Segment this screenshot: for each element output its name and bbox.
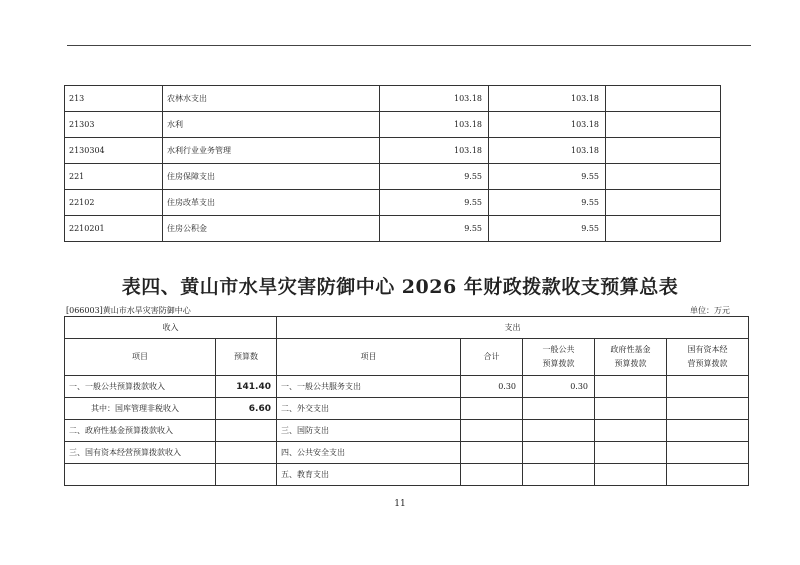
col-state-capital-budget: 国有资本经 营预算拨款 (667, 339, 749, 376)
expense-item: 三、国防支出 (277, 420, 461, 442)
expense-general (523, 398, 595, 420)
table-row (65, 86, 721, 112)
expense-total (461, 464, 523, 486)
page-number: 11 (394, 499, 406, 509)
table-row (65, 112, 721, 138)
row-basic: 103.18 (489, 112, 606, 138)
table-row (65, 376, 749, 398)
expense-total (461, 398, 523, 420)
income-header: 收入 (65, 317, 277, 339)
expense-general (523, 464, 595, 486)
unit-label: 单位：万元 (690, 306, 730, 315)
row-code: 21303 (65, 112, 163, 138)
expense-total: 0.30 (461, 376, 523, 398)
income-amount (216, 464, 277, 486)
row-project (606, 138, 721, 164)
row-total: 9.55 (380, 216, 489, 242)
row-total: 103.18 (380, 138, 489, 164)
income-item: 一、一般公共预算拨款收入 (65, 376, 216, 398)
section-header-row (65, 317, 749, 339)
row-code: 2130304 (65, 138, 163, 164)
row-name: 住房改革支出 (163, 190, 380, 216)
col-general-budget: 一般公共 预算拨款 (523, 339, 595, 376)
income-amount: 6.60 (216, 398, 277, 420)
table-row (65, 138, 721, 164)
row-total: 103.18 (380, 112, 489, 138)
row-project (606, 216, 721, 242)
expense-item: 二、外交支出 (277, 398, 461, 420)
row-code: 22102 (65, 190, 163, 216)
expense-total (461, 420, 523, 442)
table-title: 表四、黄山市水旱灾害防御中心 2026 年财政拨款收支预算总表 (121, 276, 679, 298)
expense-general (523, 420, 595, 442)
expense-item: 四、公共安全支出 (277, 442, 461, 464)
income-item: 二、政府性基金预算拨款收入 (65, 420, 216, 442)
col-fund-budget: 政府性基金 预算拨款 (595, 339, 667, 376)
row-basic: 103.18 (489, 138, 606, 164)
expense-fund (595, 376, 667, 398)
table-row (65, 442, 749, 464)
row-total: 9.55 (380, 164, 489, 190)
expense-state (667, 464, 749, 486)
income-item: 其中：国库管理非税收入 (65, 398, 216, 420)
row-total: 9.55 (380, 190, 489, 216)
row-total: 103.18 (380, 86, 489, 112)
expense-fund (595, 464, 667, 486)
row-code: 221 (65, 164, 163, 190)
expense-state (667, 376, 749, 398)
income-amount: 141.40 (216, 376, 277, 398)
budget-summary-table (64, 316, 749, 486)
row-name: 农林水支出 (163, 86, 380, 112)
row-code: 213 (65, 86, 163, 112)
col-budget: 预算数 (216, 339, 277, 376)
table-row (65, 190, 721, 216)
income-amount (216, 442, 277, 464)
expense-fund (595, 442, 667, 464)
page-top-border (67, 45, 751, 46)
expense-state (667, 442, 749, 464)
row-project (606, 164, 721, 190)
expense-state (667, 398, 749, 420)
row-project (606, 112, 721, 138)
unit-organization: [066003]黄山市水旱灾害防御中心 (66, 306, 191, 315)
expenditure-table-continued (64, 85, 721, 242)
expense-item: 一、一般公共服务支出 (277, 376, 461, 398)
expense-state (667, 420, 749, 442)
expense-general (523, 442, 595, 464)
col-income-item: 项目 (65, 339, 216, 376)
row-name: 水利行业业务管理 (163, 138, 380, 164)
row-name: 住房保障支出 (163, 164, 380, 190)
table-row (65, 420, 749, 442)
expense-item: 五、教育支出 (277, 464, 461, 486)
expense-header: 支出 (277, 317, 749, 339)
expense-total (461, 442, 523, 464)
row-basic: 9.55 (489, 164, 606, 190)
table-row (65, 464, 749, 486)
col-expense-item: 项目 (277, 339, 461, 376)
expense-general: 0.30 (523, 376, 595, 398)
income-item (65, 464, 216, 486)
row-basic: 9.55 (489, 216, 606, 242)
col-total: 合计 (461, 339, 523, 376)
row-basic: 103.18 (489, 86, 606, 112)
income-amount (216, 420, 277, 442)
table-row (65, 398, 749, 420)
expense-fund (595, 420, 667, 442)
table-row (65, 164, 721, 190)
row-name: 住房公积金 (163, 216, 380, 242)
row-name: 水利 (163, 112, 380, 138)
table-row (65, 216, 721, 242)
row-code: 2210201 (65, 216, 163, 242)
income-item: 三、国有资本经营预算拨款收入 (65, 442, 216, 464)
column-header-row (65, 339, 749, 376)
row-project (606, 190, 721, 216)
row-project (606, 86, 721, 112)
expense-fund (595, 398, 667, 420)
row-basic: 9.55 (489, 190, 606, 216)
